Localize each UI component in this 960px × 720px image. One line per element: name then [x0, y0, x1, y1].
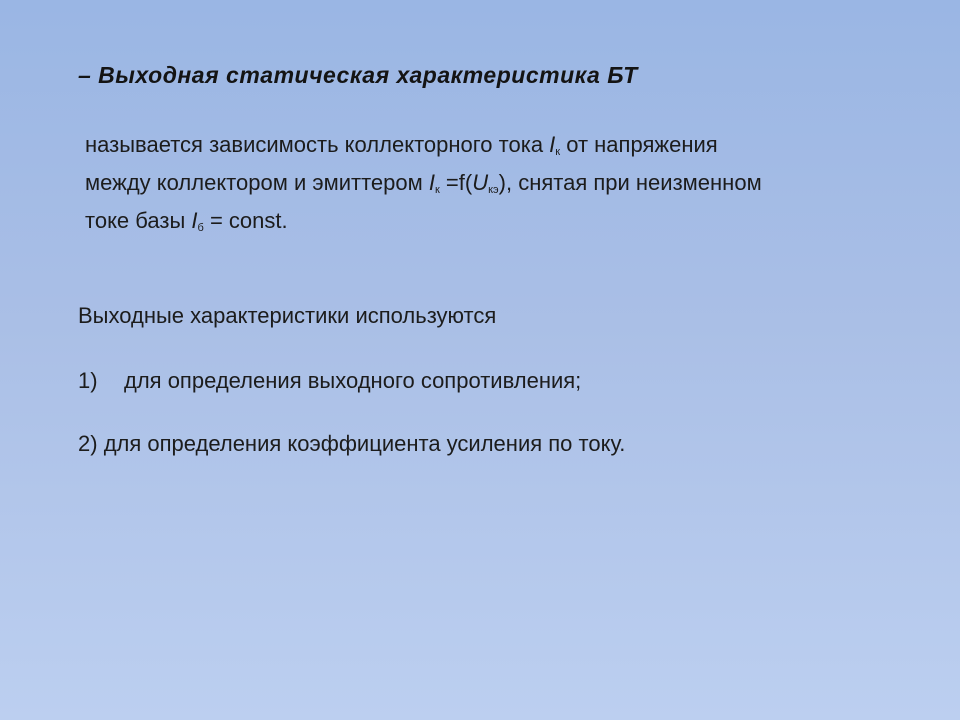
definition-text: от напряжения: [560, 132, 718, 157]
definition-line-3: [85, 202, 925, 240]
definition-text: токе базы: [85, 208, 192, 233]
base-current-subscript: б: [197, 222, 204, 234]
definition-text: ), снятая при неизменном: [498, 170, 762, 195]
list-item-text: для определения коэффициента усиления по току.: [103, 431, 626, 456]
collector-current-symbol: I: [428, 170, 435, 195]
uses-heading: Выходные характеристики используются: [78, 303, 497, 328]
list-item: [78, 368, 581, 394]
definition-text: между коллектором и эмиттером: [85, 170, 429, 195]
voltage-symbol: U: [472, 170, 489, 195]
definition-text: называется зависимость коллекторного тока: [85, 132, 550, 157]
collector-current-subscript: к: [434, 184, 440, 196]
collector-current-subscript: к: [555, 146, 561, 158]
list-item-text: для определения выходного сопротивления;: [124, 368, 582, 393]
list-item-number: 2): [78, 431, 98, 456]
definition-line-1: [85, 126, 925, 164]
definition-line-2: [85, 164, 925, 202]
definition-paragraph: [85, 126, 925, 240]
list-item-number: 1): [78, 368, 98, 393]
slide-title: – Выходная статическая характеристика БТ: [78, 62, 638, 88]
base-current-symbol: I: [191, 208, 198, 233]
function-text: =f(: [439, 170, 473, 195]
collector-current-symbol: I: [549, 132, 556, 157]
definition-text: = const.: [203, 208, 288, 233]
voltage-subscript: кэ: [488, 184, 499, 196]
list-item: [78, 431, 625, 457]
